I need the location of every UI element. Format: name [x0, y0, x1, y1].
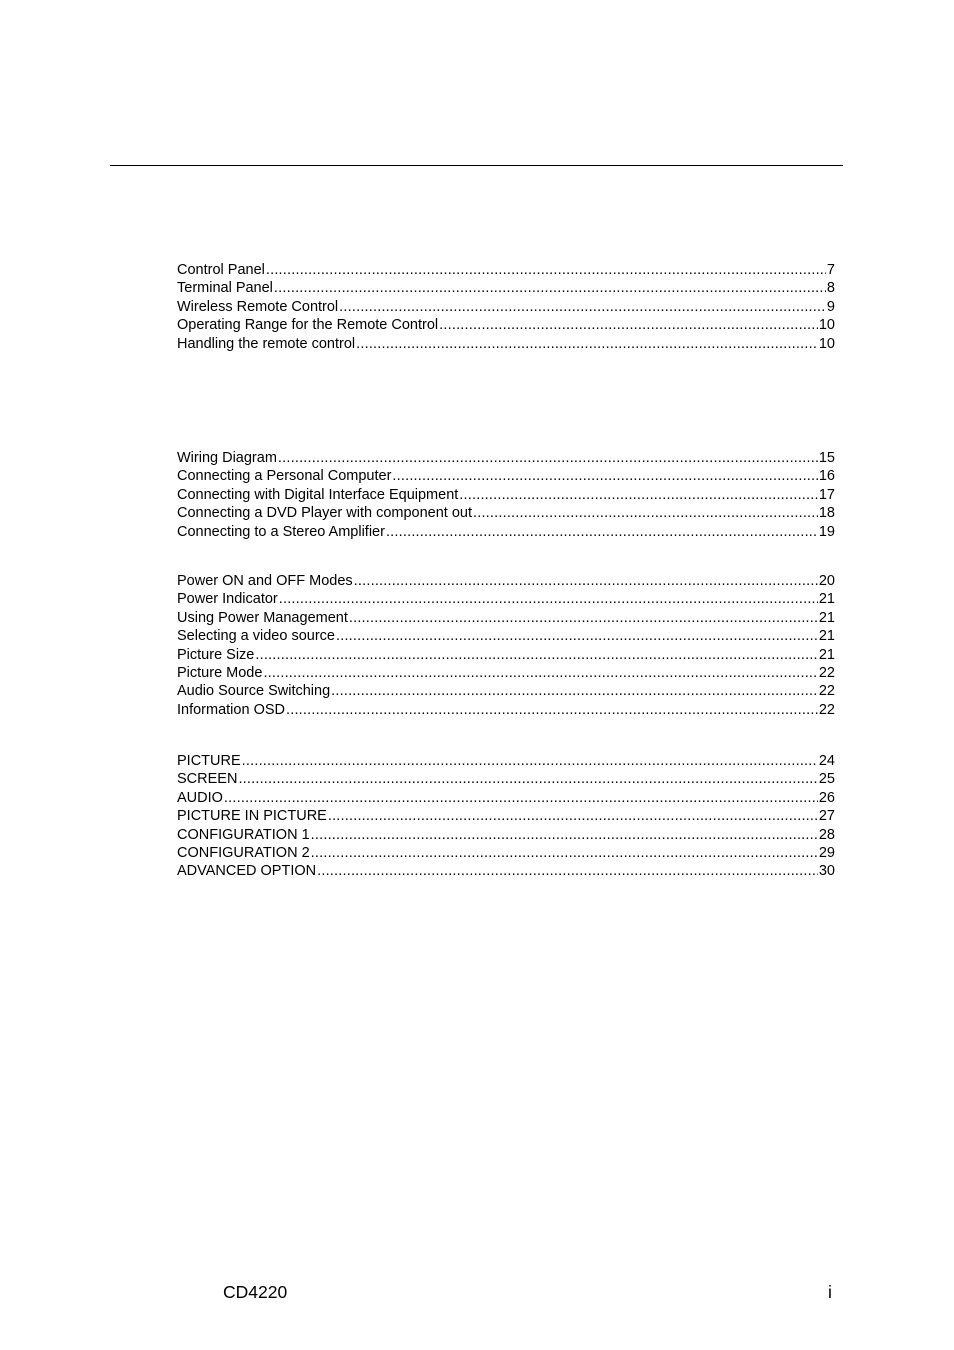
toc-entry[interactable]: [177, 467, 835, 485]
toc-entry-page: 29: [818, 844, 835, 861]
toc-entry-label: CONFIGURATION 2: [177, 844, 310, 861]
toc-entry-page: 21: [818, 591, 835, 608]
toc-entry-label: Terminal Panel: [177, 280, 273, 297]
toc-entry-page: 26: [818, 789, 835, 806]
toc-entry-page: 15: [818, 450, 835, 466]
toc-entry[interactable]: [177, 646, 835, 664]
toc-entry-label: Audio Source Switching: [177, 683, 331, 700]
toc-entry-label: Connecting with Digital Interface Equipment: [177, 486, 459, 503]
toc-entry-label: Connecting a Personal Computer: [177, 468, 392, 485]
toc-entry-page: 20: [818, 573, 835, 589]
toc-entry-label: Power Indicator: [177, 591, 278, 608]
toc-entry-page: 19: [818, 523, 835, 540]
dot-leader: [336, 627, 818, 645]
toc-entry-page: 17: [818, 486, 835, 503]
toc-entry[interactable]: [177, 298, 835, 316]
toc-entry[interactable]: [177, 807, 835, 825]
toc-entry[interactable]: [177, 862, 835, 880]
toc-entry-label: Connecting to a Stereo Amplifier: [177, 523, 385, 540]
toc-entry-page: 27: [818, 808, 835, 825]
toc-entry-page: 7: [826, 262, 835, 278]
dot-leader: [328, 807, 818, 825]
toc-entry-label: ADVANCED OPTION: [177, 863, 317, 880]
toc-entry-label: Picture Size: [177, 646, 255, 663]
toc-entry-page: 22: [818, 683, 835, 700]
toc-entry-page: 21: [818, 609, 835, 626]
dot-leader: [279, 590, 818, 608]
dot-leader: [354, 572, 818, 590]
dot-leader: [266, 261, 826, 279]
toc-entry-label: Wiring Diagram: [177, 450, 277, 466]
toc-entry-page: 22: [818, 701, 835, 718]
dot-leader: [356, 335, 818, 353]
footer-page-number: i: [828, 1282, 832, 1302]
toc-entry[interactable]: [177, 486, 835, 504]
toc-entry[interactable]: [177, 335, 835, 353]
toc-entry[interactable]: [177, 752, 835, 770]
toc-entry-label: Wireless Remote Control: [177, 298, 339, 315]
dot-leader: [238, 770, 817, 788]
toc-entry-page: 10: [818, 335, 835, 352]
dot-leader: [392, 467, 817, 485]
toc-entry-label: Power ON and OFF Modes: [177, 573, 353, 589]
dot-leader: [349, 609, 818, 627]
toc-entry[interactable]: [177, 590, 835, 608]
toc-entry-page: 28: [818, 826, 835, 843]
toc-entry-label: Information OSD: [177, 701, 285, 718]
toc-entry-page: 24: [818, 753, 835, 769]
footer-model-number: CD4220: [223, 1282, 288, 1302]
toc-entry-label: SCREEN: [177, 771, 238, 788]
toc-entry[interactable]: [177, 504, 835, 522]
toc-entry[interactable]: [177, 572, 835, 590]
dot-leader: [224, 789, 818, 807]
toc-entry[interactable]: [177, 261, 835, 279]
dot-leader: [311, 844, 818, 862]
toc-entry[interactable]: [177, 789, 835, 807]
dot-leader: [386, 523, 818, 541]
toc-entry[interactable]: [177, 682, 835, 700]
toc-section-2: [177, 449, 835, 541]
toc-entry-label: Control Panel: [177, 262, 265, 278]
dot-leader: [255, 646, 817, 664]
toc-entry-page: 18: [818, 505, 835, 522]
toc-entry[interactable]: [177, 770, 835, 788]
dot-leader: [242, 752, 818, 770]
toc-entry-label: Picture Mode: [177, 664, 263, 681]
toc-entry-page: 8: [826, 280, 835, 297]
toc-entry-label: CONFIGURATION 1: [177, 826, 310, 843]
dot-leader: [459, 486, 818, 504]
toc-entry-label: PICTURE IN PICTURE: [177, 808, 327, 825]
toc-entry[interactable]: [177, 701, 835, 719]
toc-entry-label: Operating Range for the Remote Control: [177, 317, 439, 334]
toc-section-4: [177, 752, 835, 881]
header-rule: [110, 165, 843, 166]
dot-leader: [286, 701, 818, 719]
toc-entry[interactable]: [177, 844, 835, 862]
dot-leader: [274, 279, 826, 297]
dot-leader: [263, 664, 817, 682]
toc-entry[interactable]: [177, 449, 835, 467]
toc-entry-label: Using Power Management: [177, 609, 348, 626]
toc-entry-page: 30: [818, 863, 835, 880]
toc-entry-page: 21: [818, 628, 835, 645]
dot-leader: [439, 316, 818, 334]
toc-entry-label: PICTURE: [177, 753, 241, 769]
toc-section-1: [177, 261, 835, 353]
toc-entry[interactable]: [177, 523, 835, 541]
toc-entry[interactable]: [177, 279, 835, 297]
dot-leader: [473, 504, 818, 522]
dot-leader: [331, 682, 818, 700]
toc-entry-page: 10: [818, 317, 835, 334]
toc-entry[interactable]: [177, 627, 835, 645]
toc-entry-label: Handling the remote control: [177, 335, 356, 352]
dot-leader: [278, 449, 818, 467]
toc-section-3: [177, 572, 835, 719]
toc-entry[interactable]: [177, 664, 835, 682]
toc-entry-page: 25: [818, 771, 835, 788]
toc-entry-page: 9: [826, 298, 835, 315]
toc-entry-page: 22: [818, 664, 835, 681]
dot-leader: [339, 298, 826, 316]
toc-entry-label: Selecting a video source: [177, 628, 335, 645]
toc-entry[interactable]: [177, 826, 835, 844]
toc-entry-page: 21: [818, 646, 835, 663]
dot-leader: [317, 862, 818, 880]
toc-entry-label: AUDIO: [177, 789, 223, 806]
toc-entry-page: 16: [818, 468, 835, 485]
toc-entry-label: Connecting a DVD Player with component out: [177, 505, 472, 522]
dot-leader: [311, 826, 818, 844]
toc-entry[interactable]: [177, 609, 835, 627]
toc-entry[interactable]: [177, 316, 835, 334]
